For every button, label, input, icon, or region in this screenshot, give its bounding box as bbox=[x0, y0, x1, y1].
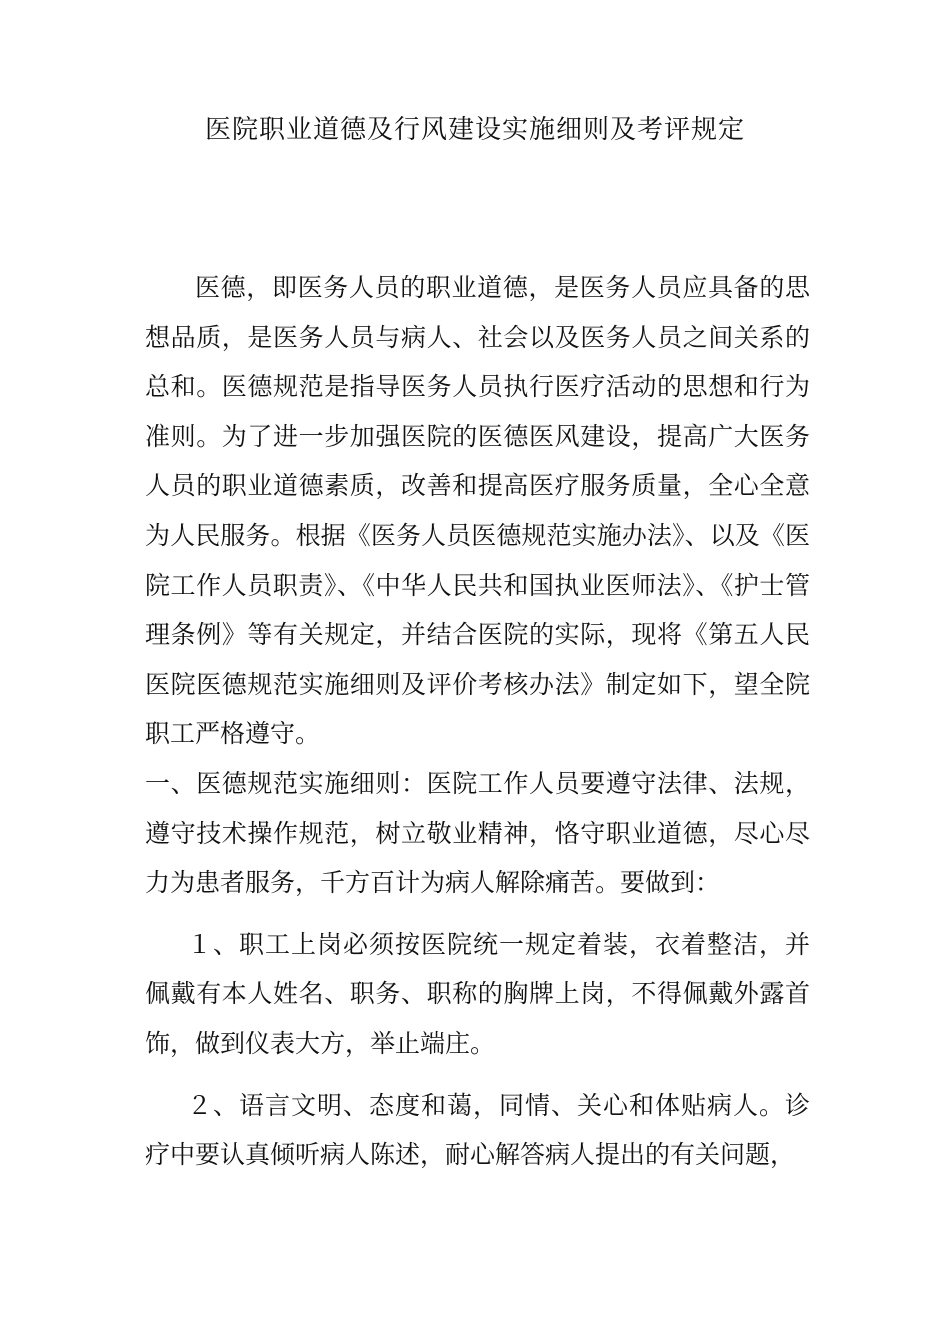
intro-paragraph: 医德，即医务人员的职业道德，是医务人员应具备的思想品质，是医务人员与病人、社会以及医务人员之间关系的总和。医德规范是指导医务人员执行医疗活动的思想和行为准则。为了进一步加强医院的医德医风建设，提高广大医务人员的职业道德素质，改善和提高医疗服务质量，全心全意为人民服务。根据《医务人员医德规范实施办法》、以及《医院工作人员职责》、《中华人民共和国执业医师法》、《护士管理条例》等有关规定，并结合医院的实际，现将《第五人民医院医德规范实施细则及评价考核办法》制定如下，望全院职工严格遵守。 bbox=[145, 273, 810, 749]
document-body bbox=[145, 263, 810, 1180]
document-title: 医院职业道德及行风建设实施细则及考评规定 bbox=[204, 115, 745, 145]
rule-2-paragraph: ２、语言文明、态度和蔼，同情、关心和体贴病人。诊疗中要认真倾听病人陈述，耐心解答病人提出的有关问题， bbox=[145, 1090, 810, 1170]
section-one-paragraph: 一、医德规范实施细则：医院工作人员要遵守法律、法规，遵守技术操作规范，树立敬业精神，恪守职业道德，尽心尽力为患者服务，千方百计为病人解除痛苦。要做到： bbox=[145, 768, 810, 898]
rule-1-paragraph: １、职工上岗必须按医院统一规定着装，衣着整洁，并佩戴有本人姓名、职务、职称的胸牌上岗，不得佩戴外露首饰，做到仪表大方，举止端庄。 bbox=[145, 929, 810, 1058]
